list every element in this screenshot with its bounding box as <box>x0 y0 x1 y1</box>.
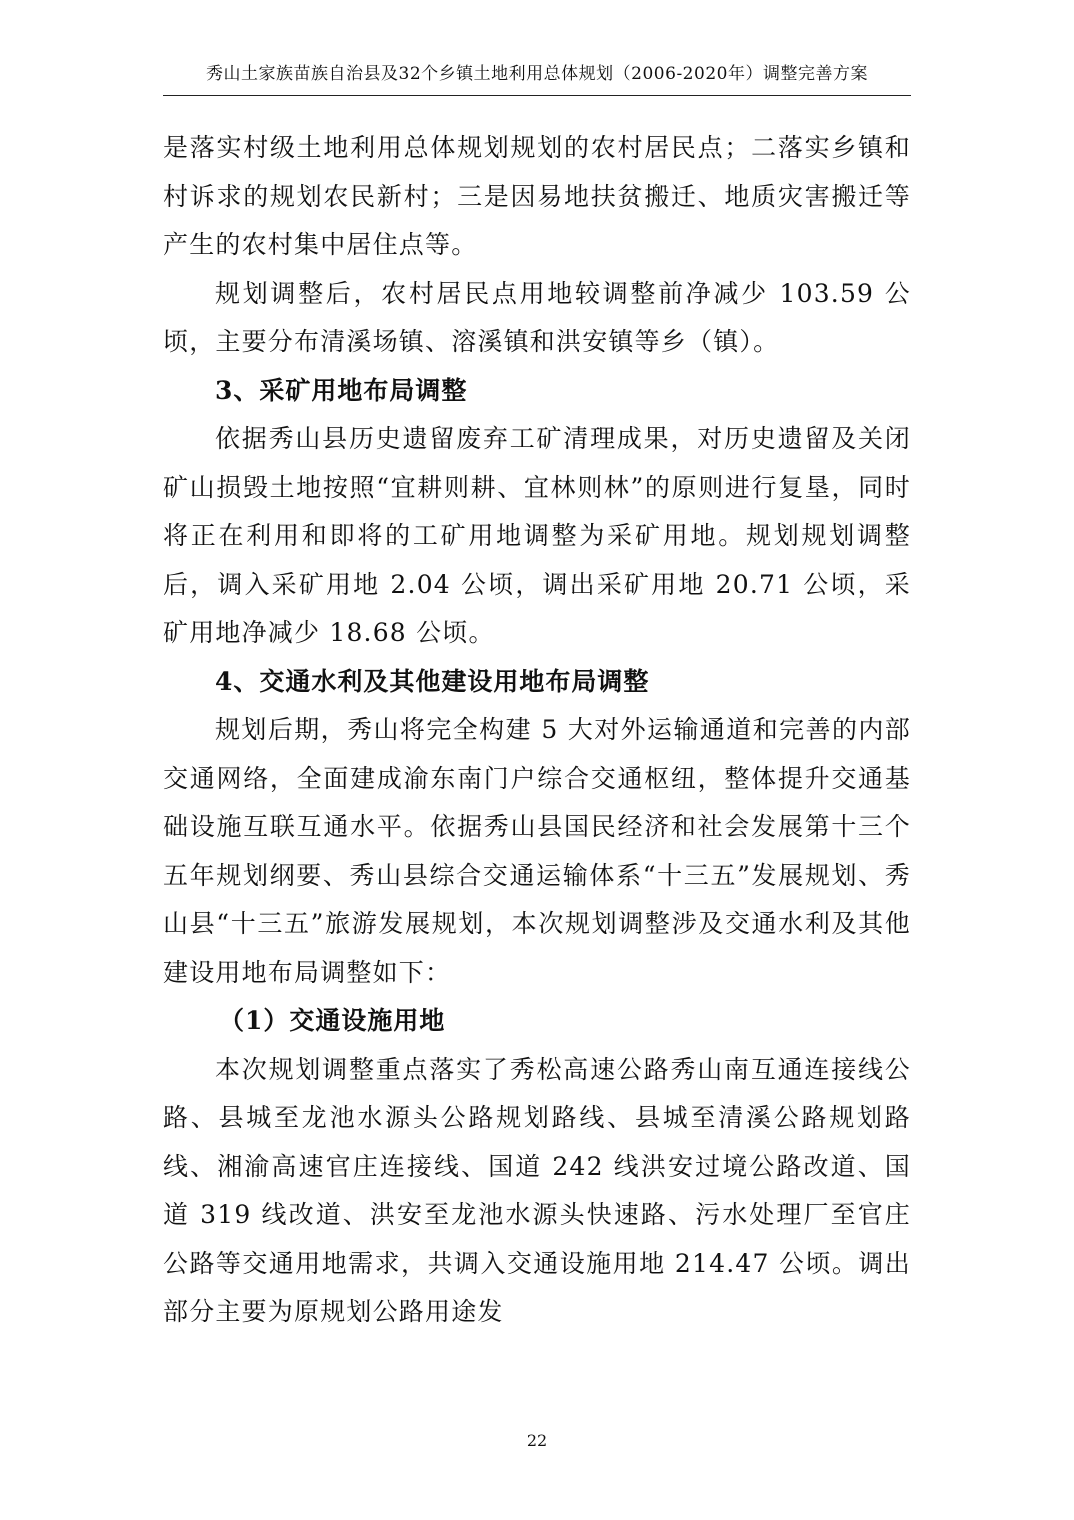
paragraph-transport-overview: 规划后期，秀山将完全构建 5 大对外运输通道和完善的内部交通网络，全面建成渝东南门户综合交通枢纽，整体提升交通基础设施互联互通水平。依据秀山县国民经济和社会发展第十三个五年规划纲要、秀山县综合交通运输体系“十三五”发展规划、秀山县“十三五”旅游发展规划，本次规划调整涉及交通水利及其他建设用地布局调整如下： <box>163 715 911 987</box>
paragraph-mining-land: 依据秀山县历史遗留废弃工矿清理成果，对历史遗留及关闭矿山损毁土地按照“宜耕则耕、宜林则林”的原则进行复垦，同时将正在利用和即将的工矿用地调整为采矿用地。规划规划调整后，调入采矿用地 2.04 公顷，调出采矿用地 20.71 公顷，采矿用地净减少 18.68 公顷。 <box>163 424 911 647</box>
subsection-heading-transport-facilities: （1）交通设施用地 <box>219 1006 446 1035</box>
section-heading-transport-water: 4、交通水利及其他建设用地布局调整 <box>215 666 650 696</box>
section-heading-mining: 3、采矿用地布局调整 <box>215 375 468 405</box>
page-header-title: 秀山土家族苗族自治县及32个乡镇土地利用总体规划（2006-2020年）调整完善方案 <box>206 64 868 84</box>
header-divider <box>163 95 911 96</box>
page-number: 22 <box>526 1431 548 1450</box>
paragraph-rural-settlement-result: 规划调整后，农村居民点用地较调整前净减少 103.59 公顷，主要分布清溪场镇、溶溪镇和洪安镇等乡（镇）。 <box>163 278 911 356</box>
document-body <box>163 124 911 1337</box>
paragraph-continuation: 是落实村级土地利用总体规划规划的农村居民点；二落实乡镇和村诉求的规划农民新村；三是因易地扶贫搬迁、地质灾害搬迁等产生的农村集中居住点等。 <box>163 133 911 259</box>
paragraph-transport-facilities: 本次规划调整重点落实了秀松高速公路秀山南互通连接线公路、县城至龙池水源头公路规划路线、县城至清溪公路规划路线、湘渝高速官庄连接线、国道 242 线洪安过境公路改道、国道 319 线改道、洪安至龙池水源头快速路、污水处理厂至官庄公路等交通用地需求，共调入交通设施用地 214.47 公顷。调出部分主要为原规划公路用途发 <box>163 1054 911 1326</box>
